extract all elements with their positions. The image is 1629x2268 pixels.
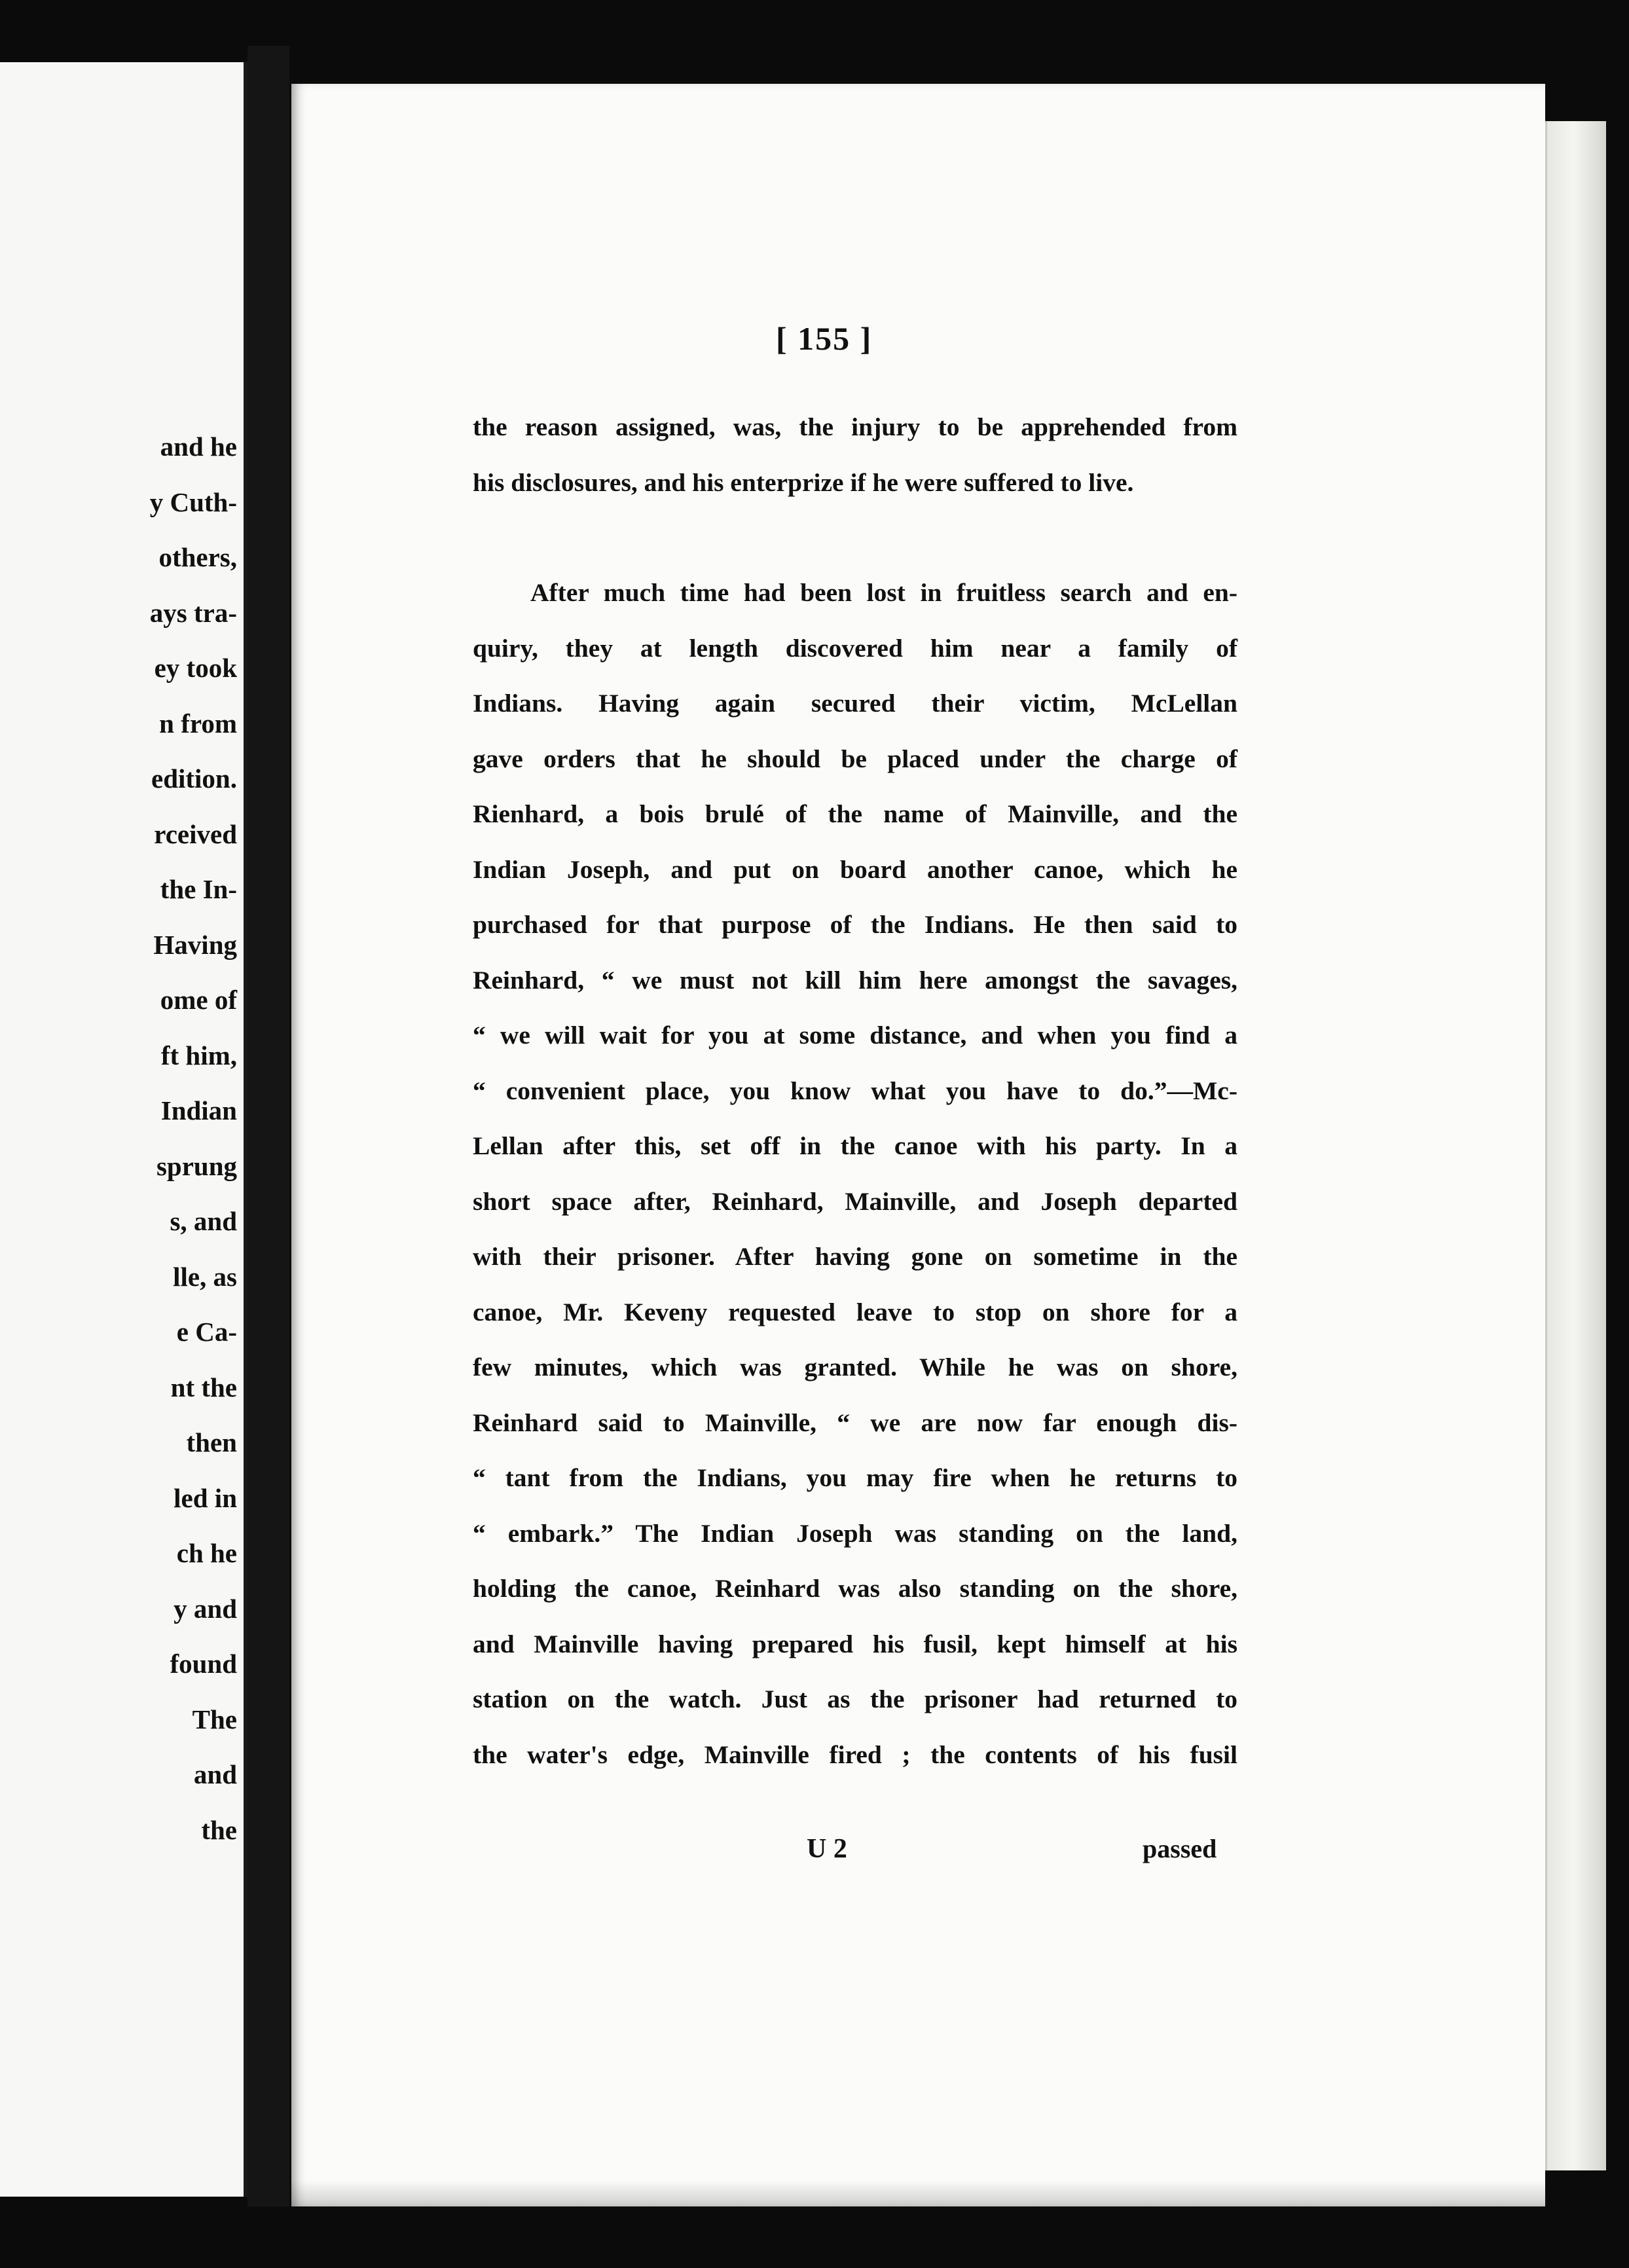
left-page-line: sprung bbox=[156, 1150, 237, 1181]
left-page-line: ays tra- bbox=[149, 597, 237, 628]
left-page-line: Having bbox=[153, 929, 237, 960]
catchword: passed bbox=[1143, 1834, 1217, 1863]
body-line: After much time had been lost in fruitless search and en- bbox=[530, 578, 1237, 607]
left-page-line: y Cuth- bbox=[149, 486, 237, 517]
body-line: quiry, they at length discovered him near a family of bbox=[473, 633, 1237, 663]
body-line: holding the canoe, Reinhard was also standing on the shore, bbox=[473, 1574, 1237, 1603]
paragraph-gap bbox=[473, 510, 1237, 565]
body-line: purchased for that purpose of the Indians. He then said to bbox=[473, 910, 1237, 939]
body-line: the reason assigned, was, the injury to be apprehended from bbox=[473, 412, 1237, 441]
left-page-text-fragments bbox=[7, 419, 242, 1857]
left-page-line: then bbox=[186, 1427, 237, 1457]
left-page-line: ey took bbox=[154, 653, 237, 683]
body-line: Reinhard said to Mainville, “ we are now far enough dis- bbox=[473, 1408, 1237, 1437]
body-line: with their prisoner. After having gone on sometime in the bbox=[473, 1242, 1237, 1271]
left-page-line: s, and bbox=[170, 1206, 237, 1236]
left-page-line: edition. bbox=[151, 763, 237, 794]
left-page-line: rceived bbox=[154, 818, 237, 849]
left-page-line: and he bbox=[160, 431, 237, 462]
body-line: canoe, Mr. Keveny requested leave to stop on shore for a bbox=[473, 1297, 1237, 1326]
left-page-line: y and bbox=[174, 1593, 237, 1624]
body-line: “ tant from the Indians, you may fire when he returns to bbox=[473, 1463, 1237, 1492]
body-line: “ we will wait for you at some distance, and when you find a bbox=[473, 1021, 1237, 1050]
body-line: station on the watch. Just as the prisoner had returned to bbox=[473, 1685, 1237, 1713]
left-page-line: the In- bbox=[160, 874, 237, 904]
body-line: “ convenient place, you know what you have to do.”—Mc- bbox=[473, 1076, 1237, 1105]
body-line: short space after, Reinhard, Mainville, and Joseph departed bbox=[473, 1186, 1237, 1216]
left-page-line: ft him, bbox=[160, 1040, 237, 1070]
body-line: Reinhard, “ we must not kill him here amongst the savages, bbox=[473, 965, 1237, 995]
left-page-line: ch he bbox=[176, 1538, 237, 1568]
body-line: few minutes, which was granted. While he was on shore, bbox=[473, 1353, 1237, 1381]
left-page-line: e Ca- bbox=[176, 1317, 237, 1347]
body-line: Lellan after this, set off in the canoe with his party. In a bbox=[473, 1131, 1237, 1160]
signature-mark: U 2 bbox=[807, 1834, 847, 1864]
left-page-line: and bbox=[193, 1759, 237, 1789]
left-page-line: n from bbox=[159, 708, 237, 739]
left-page-line: Indian bbox=[160, 1095, 237, 1125]
left-page-line: led in bbox=[174, 1482, 237, 1513]
left-page-line: ome of bbox=[160, 985, 237, 1015]
body-text bbox=[473, 399, 1237, 1782]
book-gutter bbox=[247, 46, 289, 2206]
left-page-line: others, bbox=[158, 542, 237, 572]
page-bottom-shadow bbox=[291, 2180, 1545, 2206]
page-edge-stack bbox=[1545, 121, 1606, 2170]
body-line: “ embark.” The Indian Joseph was standing on the land, bbox=[473, 1518, 1237, 1548]
left-page-line: the bbox=[201, 1814, 237, 1845]
body-line: Rienhard, a bois brulé of the name of Mainville, and the bbox=[473, 799, 1237, 828]
body-line: Indians. Having again secured their victim, McLellan bbox=[473, 689, 1237, 718]
body-line: and Mainville having prepared his fusil, kept himself at his bbox=[473, 1629, 1237, 1658]
left-page-line: lle, as bbox=[173, 1261, 237, 1292]
left-page bbox=[0, 62, 247, 2197]
body-line: gave orders that he should be placed under the charge of bbox=[473, 744, 1237, 773]
body-line: the water's edge, Mainville fired ; the contents of his fusil bbox=[473, 1740, 1237, 1769]
body-line: Indian Joseph, and put on board another canoe, which he bbox=[473, 854, 1237, 884]
left-page-line: found bbox=[170, 1649, 237, 1679]
body-line: his disclosures, and his enterprize if he were suffered to live. bbox=[473, 467, 1134, 497]
left-page-line: nt the bbox=[170, 1372, 237, 1402]
left-page-line: The bbox=[192, 1704, 237, 1734]
page-number: [ 155 ] bbox=[776, 320, 873, 357]
